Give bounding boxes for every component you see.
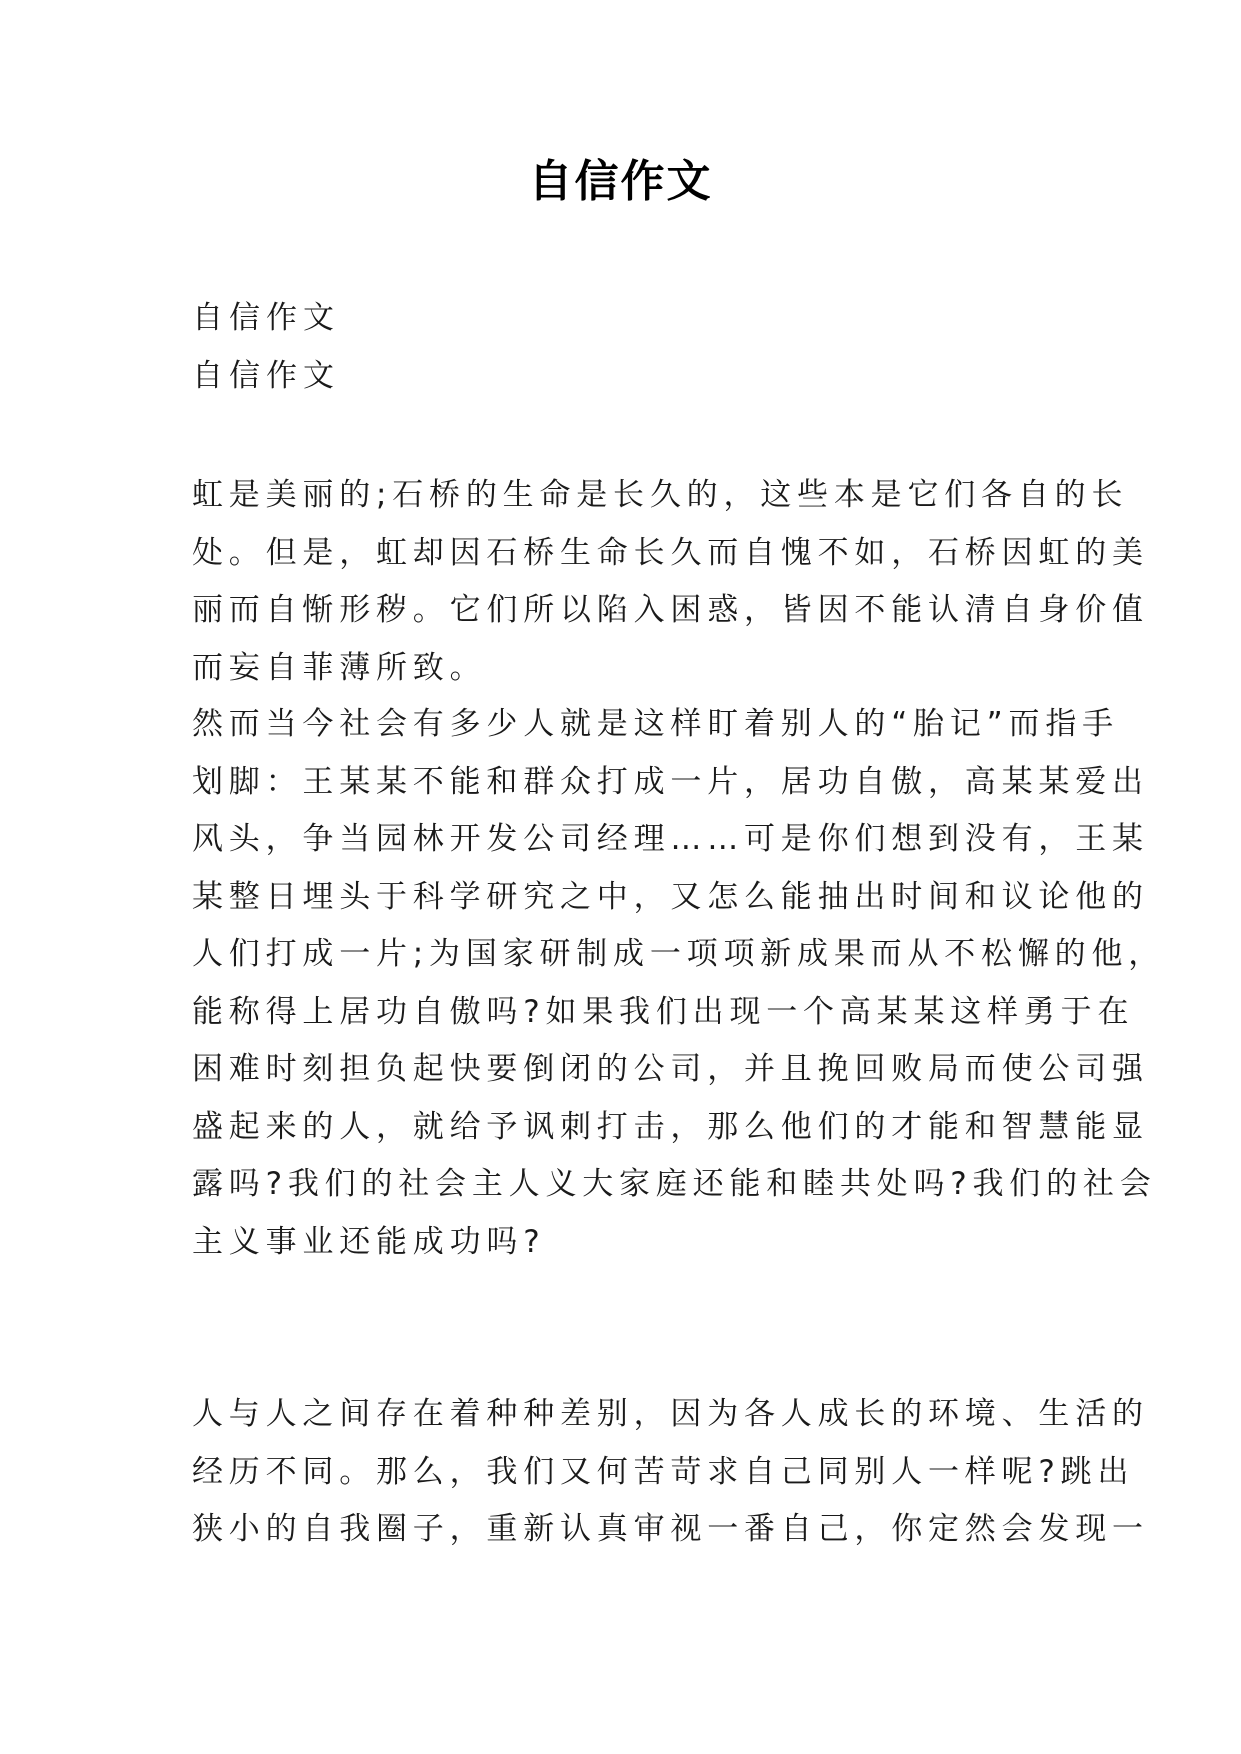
text-line: 而妄自菲薄所致。 <box>192 649 487 686</box>
text-line: 划脚：王某某不能和群众打成一片，居功自傲，高某某爱出 <box>192 763 1149 800</box>
text-line: 困难时刻担负起快要倒闭的公司，并且挽回败局而使公司强 <box>192 1051 1149 1087</box>
text-line: 虹是美丽的;石桥的生命是长久的，这些本是它们各自的长 <box>192 477 1129 513</box>
text-line: 人们打成一片;为国家研制成一项项新成果而从不松懈的他， <box>192 936 1166 972</box>
text-line: 能称得上居功自傲吗?如果我们出现一个高某某这样勇于在 <box>192 993 1135 1030</box>
text-line: 人与人之间存在着种种差别，因为各人成长的环境、生活的 <box>192 1396 1149 1432</box>
text-line: 然而当今社会有多少人就是这样盯着别人的“胎记”而指手 <box>192 706 1119 742</box>
text-line: 丽而自惭形秽。它们所以陷入困惑，皆因不能认清自身价值 <box>192 592 1149 628</box>
text-line: 经历不同。那么，我们又何苦苛求自己同别人一样呢?跳出 <box>192 1453 1135 1490</box>
document-subtitle: 自信作文 <box>192 300 340 336</box>
paragraph-3 <box>192 1386 1149 1559</box>
text-line: 某整日埋头于科学研究之中，又怎么能抽出时间和议论他的 <box>192 878 1149 915</box>
text-line: 露吗?我们的社会主人义大家庭还能和睦共处吗?我们的社会 <box>192 1166 1157 1202</box>
text-line: 主义事业还能成功吗? <box>192 1223 546 1260</box>
paragraph-2 <box>192 696 1166 1271</box>
document-subtitle: 自信作文 <box>192 358 340 394</box>
paragraph-1 <box>192 467 1149 697</box>
text-line: 风头，争当园林开发公司经理……可是你们想到没有，王某 <box>192 821 1149 857</box>
text-line: 狭小的自我圈子，重新认真审视一番自己，你定然会发现一 <box>192 1511 1149 1547</box>
document-title: 自信作文 <box>528 156 713 207</box>
text-line: 处。但是，虹却因石桥生命长久而自愧不如，石桥因虹的美 <box>192 534 1149 571</box>
text-line: 盛起来的人，就给予讽刺打击，那么他们的才能和智慧能显 <box>192 1108 1149 1145</box>
